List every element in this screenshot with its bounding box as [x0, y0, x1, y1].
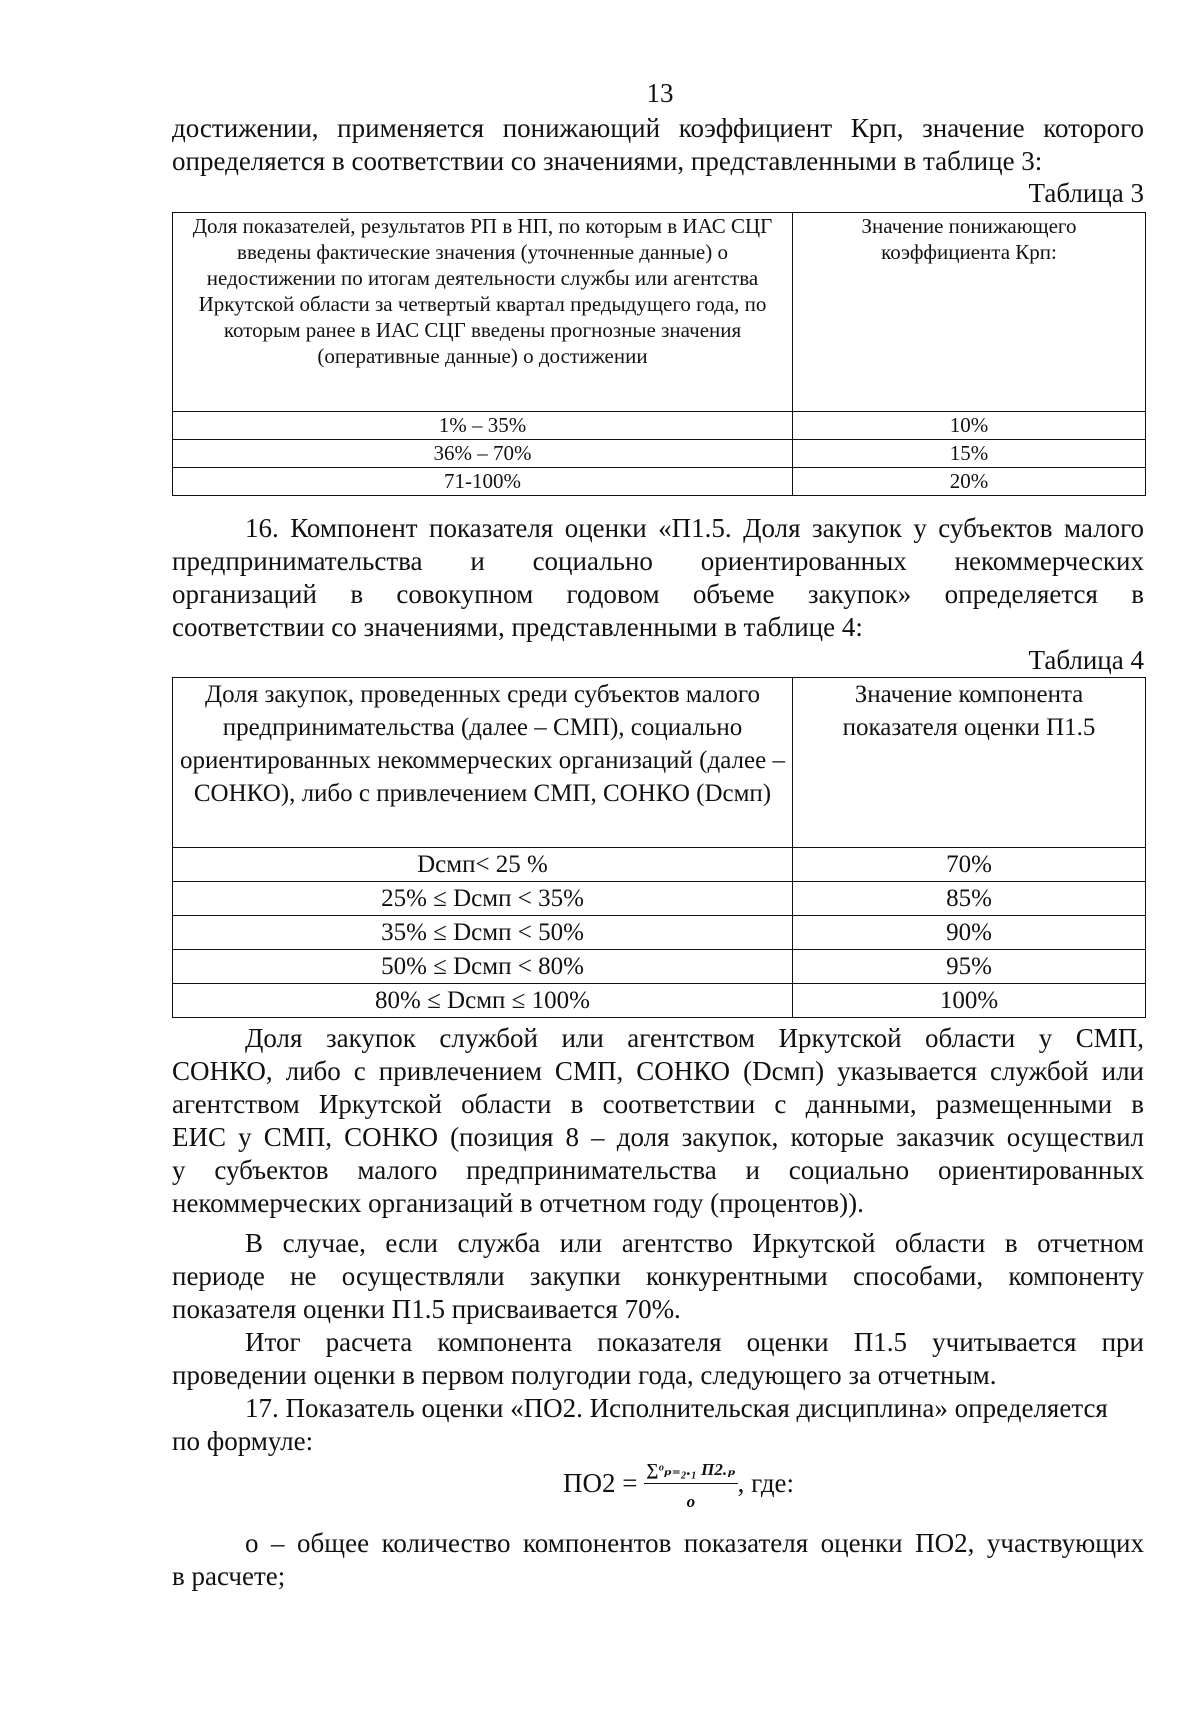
text-line: соответствии со значениями, представленными в таблице 4: — [172, 612, 863, 642]
paragraph-share — [172, 1022, 1144, 1220]
paragraph-result — [172, 1326, 1144, 1392]
range-cell: 50% ≤ Dсмп < 80% — [173, 950, 793, 984]
text-line: некоммерческих организаций в отчетном году (процентов)). — [172, 1188, 864, 1218]
text-line: организаций в совокупном годовом объеме закупок» определяется в — [172, 579, 1144, 609]
text-line: 17. Показатель оценки «ПО2. Исполнительская дисциплина» определяется — [245, 1393, 1108, 1423]
table-row — [173, 882, 1146, 916]
text-line: предпринимательства и социально ориентированных некоммерческих — [172, 546, 1144, 576]
text-line: Доля закупок службой или агентством Иркутской области у СМП, — [245, 1023, 1144, 1053]
header-cell: Значение компонента показателя оценки П1.5 — [793, 678, 1146, 848]
text-line: Итог расчета компонента показателя оценки П1.5 учитывается при — [245, 1327, 1144, 1357]
text-line: определяется в соответствии со значениями, представленными в таблице 3: — [172, 146, 1043, 176]
table3-caption: Таблица 3 — [1028, 178, 1144, 208]
value-cell: 100% — [793, 984, 1146, 1018]
value-cell: 20% — [793, 468, 1146, 496]
text-line: o – общее количество компонентов показателя оценки ПО2, участвующих — [245, 1528, 1144, 1558]
range-cell: 35% ≤ Dсмп < 50% — [173, 916, 793, 950]
table-row — [173, 412, 1146, 440]
text-line: проведении оценки в первом полугодии года, следующего за отчетным. — [172, 1360, 997, 1390]
table-header-row — [173, 213, 1146, 412]
formula-lhs: ПО2 = — [563, 1468, 638, 1499]
value-cell: 10% — [793, 412, 1146, 440]
table4 — [172, 677, 1146, 1018]
header-cell: Доля закупок, проведенных среди субъектов малого предпринимательства (далее – СМП), социально ориентированных некоммерческих организаций (далее – СОНКО), либо с привлечением СМП, СОНКО (Dсмп) — [173, 678, 793, 848]
text-line: В случае, если служба или агентство Иркутской области в отчетном — [245, 1228, 1144, 1258]
table-row — [173, 916, 1146, 950]
table-row — [173, 468, 1146, 496]
range-cell: 36% – 70% — [173, 440, 793, 468]
value-cell: 15% — [793, 440, 1146, 468]
definition-paragraph — [172, 1527, 1144, 1593]
text-line: СОНКО, либо с привлечением СМП, СОНКО (Dсмп) указывается службой или — [172, 1056, 1144, 1086]
value-cell: 85% — [793, 882, 1146, 916]
value-cell: 70% — [793, 848, 1146, 882]
value-cell: 90% — [793, 916, 1146, 950]
range-cell: 71-100% — [173, 468, 793, 496]
formula-denominator: o — [686, 1492, 696, 1511]
text-line: по формуле: — [172, 1426, 314, 1456]
intro-paragraph — [172, 112, 1144, 178]
table-row — [173, 950, 1146, 984]
formula-numerator: ∑ᵒₚ₌₂.₁ П2.ₚ — [644, 1460, 737, 1484]
table-row — [173, 984, 1146, 1018]
text-line: агентством Иркутской области в соответствии с данными, размещенными в — [172, 1089, 1144, 1119]
table-header-row — [173, 678, 1146, 848]
text-line: показателя оценки П1.5 присваивается 70%. — [172, 1294, 681, 1324]
formula-suffix: , где: — [737, 1468, 795, 1499]
paragraph-case — [172, 1227, 1144, 1326]
range-cell: 80% ≤ Dсмп ≤ 100% — [173, 984, 793, 1018]
table3 — [172, 212, 1146, 496]
paragraph-17 — [172, 1392, 1144, 1458]
text-line: 16. Компонент показателя оценки «П1.5. Доля закупок у субъектов малого — [245, 513, 1144, 543]
range-cell: 25% ≤ Dсмп < 35% — [173, 882, 793, 916]
header-cell: Доля показателей, результатов РП в НП, по которым в ИАС СЦГ введены фактические значения (уточненные данные) о недостижении по итогам деятельности службы или агентства Иркутской области за четвертый квартал предыдущего года, по которым ранее в ИАС СЦГ введены прогнозные значения (оперативные данные) о достижении — [173, 213, 793, 412]
text-line: периоде не осуществляли закупки конкурентными способами, компоненту — [172, 1261, 1144, 1291]
formula-po2 — [563, 1460, 794, 1512]
header-cell: Значение понижающего коэффициента Крп: — [793, 213, 1146, 412]
range-cell: Dсмп< 25 % — [173, 848, 793, 882]
paragraph-16 — [172, 512, 1144, 644]
page-number: 13 — [646, 78, 674, 108]
text-line: в расчете; — [172, 1561, 286, 1591]
text-line: у субъектов малого предпринимательства и социально ориентированных — [172, 1155, 1144, 1185]
text-line: достижении, применяется понижающий коэффициент Крп, значение которого — [172, 113, 1144, 143]
table-row — [173, 848, 1146, 882]
formula-fraction — [644, 1460, 737, 1512]
table4-caption: Таблица 4 — [1028, 645, 1144, 675]
range-cell: 1% – 35% — [173, 412, 793, 440]
table-row — [173, 440, 1146, 468]
text-line: ЕИС у СМП, СОНКО (позиция 8 – доля закупок, которые заказчик осуществил — [172, 1122, 1144, 1152]
value-cell: 95% — [793, 950, 1146, 984]
